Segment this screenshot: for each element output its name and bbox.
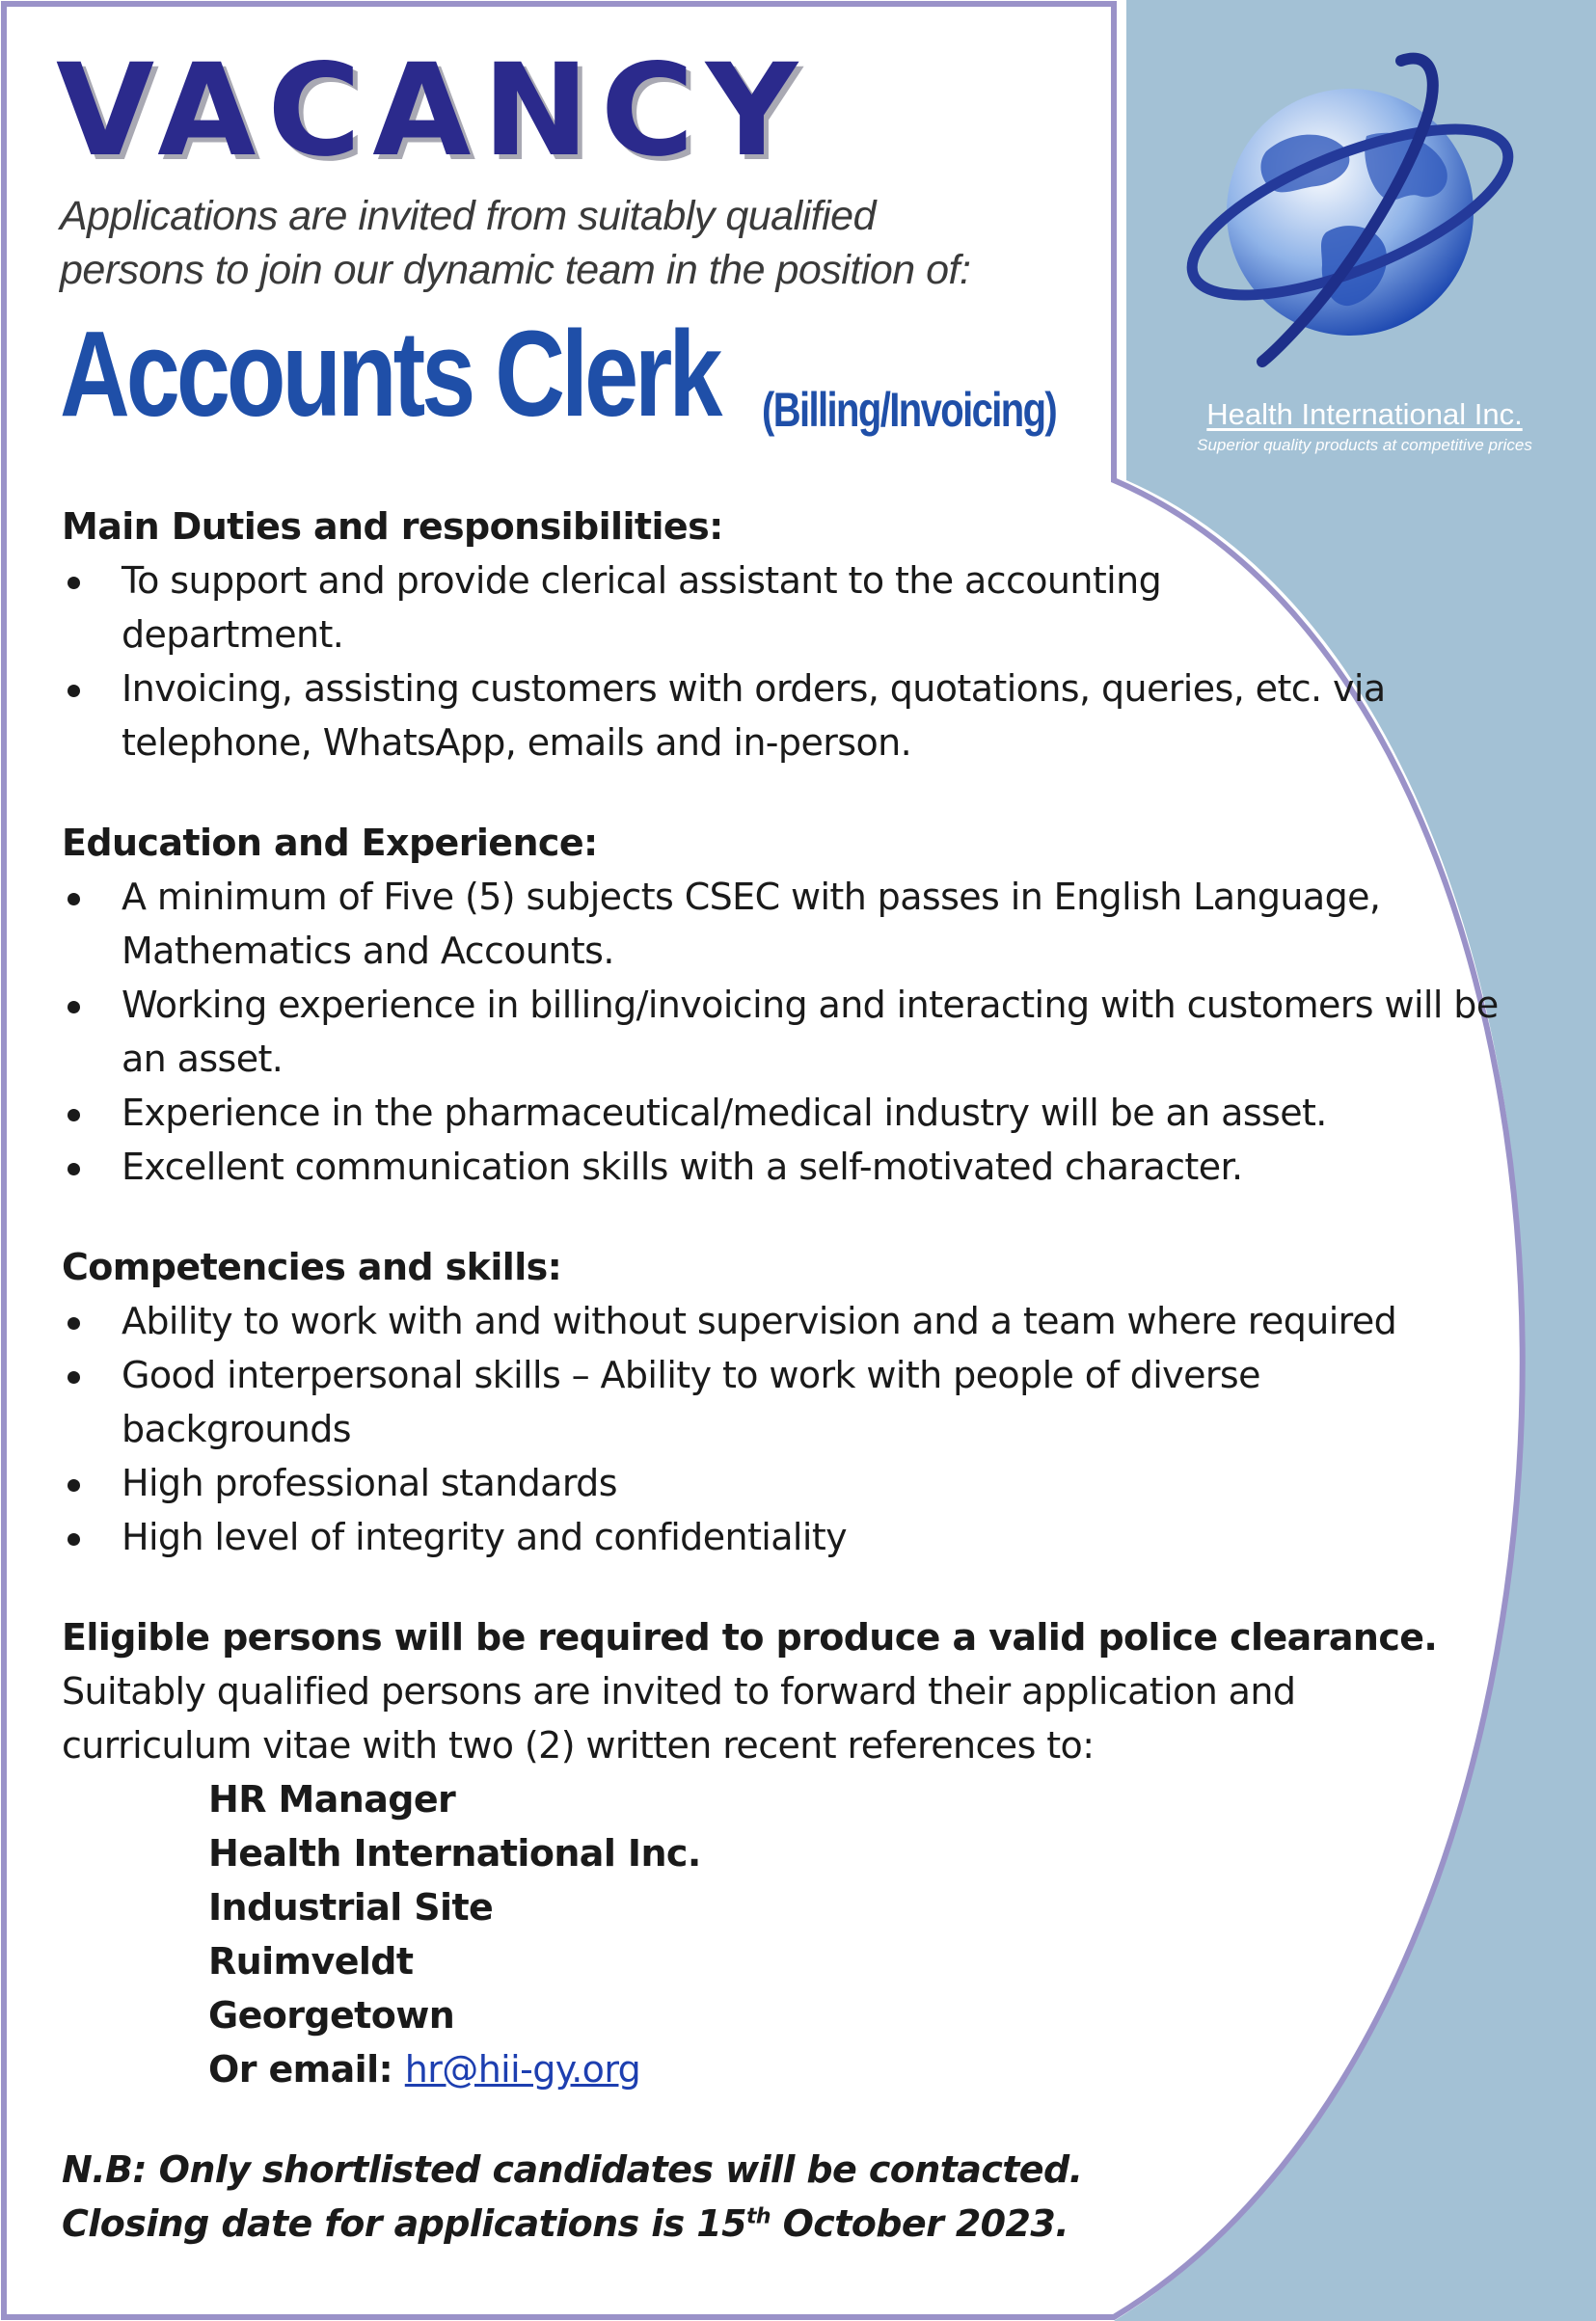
intro-text	[60, 189, 1063, 297]
duties-list	[62, 553, 1508, 769]
list-item: Ability to work with and without supervision and a team where required	[62, 1294, 1452, 1348]
section-education	[62, 816, 1508, 1194]
vacancy-title: VACANCY	[56, 37, 810, 185]
address-line: Industrial Site	[208, 1886, 494, 1929]
list-item: Experience in the pharmaceutical/medical industry will be an asset.	[62, 1086, 1520, 1140]
address-line: Health International Inc.	[208, 1832, 701, 1875]
section-notes	[62, 2143, 1508, 2251]
section-main-duties	[62, 499, 1508, 769]
address-line: Ruimveldt	[208, 1940, 414, 1983]
closing-date-ordinal: th	[745, 2204, 771, 2229]
intro-line-2: persons to join our dynamic team in the position of:	[60, 247, 971, 293]
closing-date-suffix: October 2023.	[770, 2202, 1069, 2245]
address-block	[208, 1772, 1508, 2096]
education-list	[62, 870, 1508, 1194]
list-item: Good interpersonal skills – Ability to work with people of diverse backgrounds	[62, 1348, 1452, 1456]
shortlist-note: N.B: Only shortlisted candidates will be contacted.	[62, 2148, 1083, 2191]
application-instructions: Suitably qualified persons are invited to forward their application and curriculum vitae with two (2) written recent references to:	[62, 1670, 1296, 1767]
list-item: High level of integrity and confidentiality	[62, 1510, 1452, 1564]
email-line	[208, 2042, 1508, 2096]
list-item: Invoicing, assisting customers with orders, quotations, queries, etc. via telephone, WhatsApp, emails and in-person.	[62, 661, 1423, 769]
position-heading	[60, 306, 1057, 442]
list-item: A minimum of Five (5) subjects CSEC with passes in English Language, Mathematics and Accounts.	[62, 870, 1520, 978]
company-tagline: Superior quality products at competitive prices	[1197, 436, 1532, 454]
section-application	[62, 1610, 1508, 2096]
list-item: Excellent communication skills with a self-motivated character.	[62, 1140, 1520, 1194]
section-heading: Main Duties and responsibilities:	[62, 505, 723, 548]
intro-line-1: Applications are invited from suitably qualified	[60, 193, 877, 239]
content-body	[62, 499, 1508, 2251]
globe-with-orbit-icon	[1181, 43, 1538, 376]
section-heading: Education and Experience:	[62, 822, 598, 864]
list-item: To support and provide clerical assistant to the accounting department.	[62, 553, 1317, 661]
position-subtitle: (Billing/Invoicing)	[762, 383, 1057, 437]
eligibility-note: Eligible persons will be required to produce a valid police clearance.	[62, 1616, 1438, 1659]
email-label: Or email:	[208, 2048, 393, 2091]
competencies-list	[62, 1294, 1508, 1564]
section-competencies	[62, 1240, 1508, 1564]
closing-date-note	[62, 2197, 1508, 2251]
company-name: Health International Inc.	[1206, 397, 1523, 431]
list-item: High professional standards	[62, 1456, 1452, 1510]
closing-date-prefix: Closing date for applications is 15	[62, 2202, 746, 2245]
list-item: Working experience in billing/invoicing and interacting with customers will be an asset.	[62, 978, 1520, 1086]
section-heading: Competencies and skills:	[62, 1246, 562, 1288]
position-title: Accounts Clerk	[60, 306, 719, 442]
email-link[interactable]: hr@hii-gy.org	[404, 2048, 641, 2091]
address-line: HR Manager	[208, 1778, 456, 1821]
address-line: Georgetown	[208, 1994, 455, 2037]
